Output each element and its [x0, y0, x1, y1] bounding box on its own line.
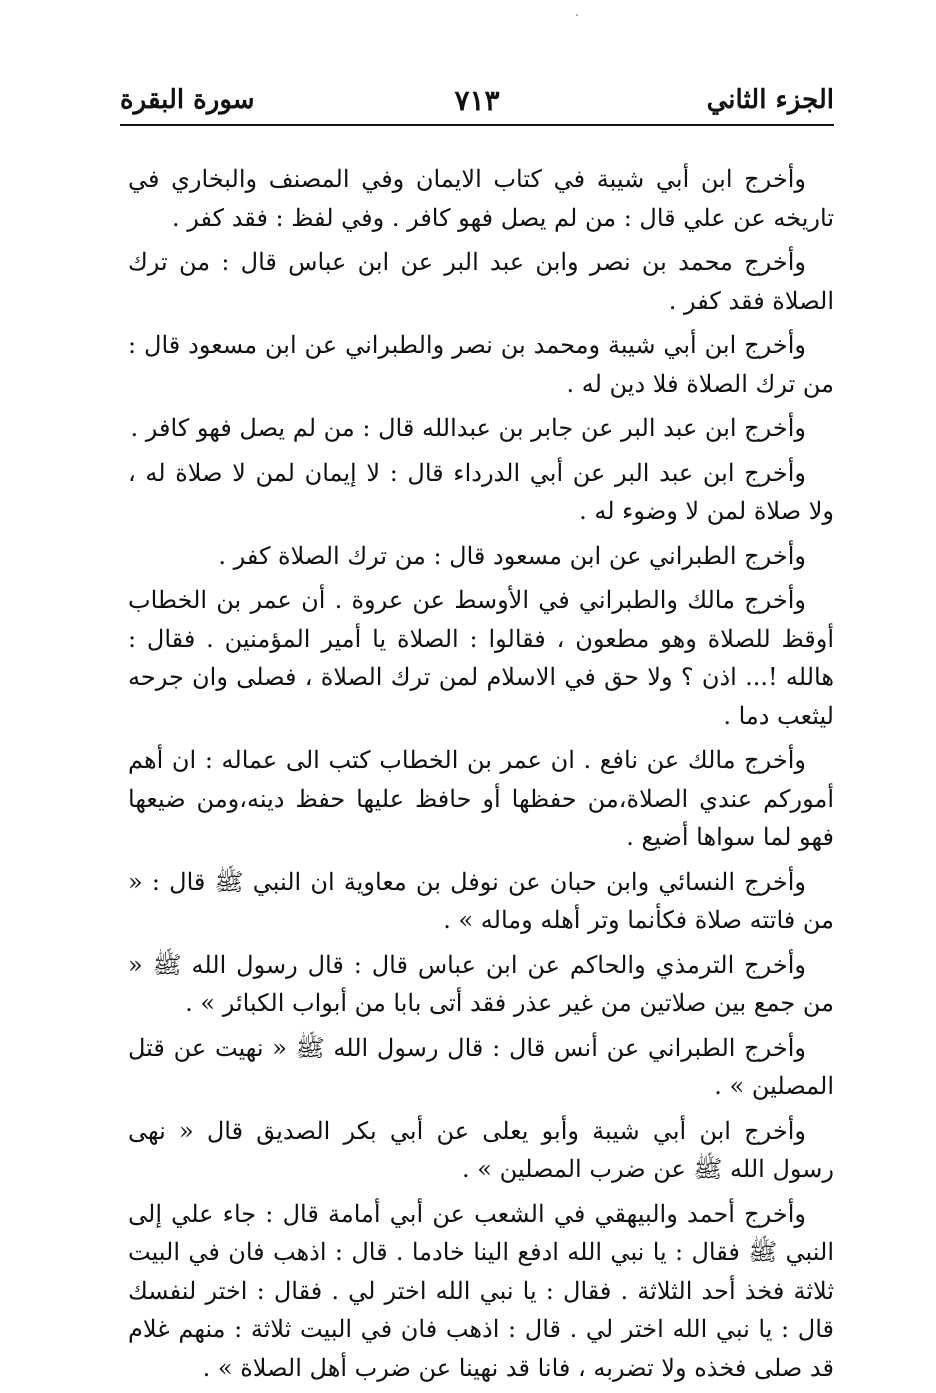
header-part: الجزء الثاني: [706, 85, 834, 115]
paragraph: وأخرج الترمذي والحاكم عن ابن عباس قال : قال رسول الله ﷺ « من جمع بين صلاتين من غير عذر فقد أتى بابا من أبواب الكبائر » .: [128, 950, 834, 1017]
paragraph: وأخرج الطبراني عن أنس قال : قال رسول الله ﷺ « نهيت عن قتل المصلين » .: [128, 1033, 834, 1100]
paragraph: وأخرج مالك والطبراني في الأوسط عن عروة . أن عمر بن الخطاب أوقظ للصلاة وهو مطعون ، فقالوا : الصلاة يا أمير المؤمنين . فقال : هالله !... اذن ؟ ولا حق في الاسلام لمن ترك الصلاة ، فصلى وان جرحه ليثعب دما .: [128, 586, 834, 730]
paragraph: وأخرج ابن عبد البر عن أبي الدرداء قال : لا إيمان لمن لا صلاة له ، ولا صلاة لمن لا وضوء له .: [128, 458, 834, 525]
paragraph: وأخرج ابن أبي شيبة ومحمد بن نصر والطبراني عن ابن مسعود قال : من ترك الصلاة فلا دين له .: [128, 331, 834, 398]
paragraph: وأخرج مالك عن نافع . ان عمر بن الخطاب كتب الى عماله : ان أهم أموركم عندي الصلاة،من حفظها أو حافظ عليها حفظ دينه،ومن ضيعها فهو لما سواها أضيع .: [128, 746, 834, 851]
paragraph: وأخرج النسائي وابن حبان عن نوفل بن معاوية ان النبي ﷺ قال : « من فاتته صلاة فكأنما وتر أهله وماله » .: [128, 867, 834, 934]
paragraph: وأخرج ابن أبي شيبة وأبو يعلى عن أبي بكر الصديق قال « نهى رسول الله ﷺ عن ضرب المصلين » .: [128, 1116, 834, 1183]
header-surah: سورة البقرة: [120, 85, 255, 115]
page-header: [120, 78, 834, 122]
page-body: [128, 160, 834, 1393]
paragraph: وأخرج ابن أبي شيبة في كتاب الايمان وفي المصنف والبخاري في تاريخه عن علي قال : من لم يصل فهو كافر . وفي لفظ : فقد كفر .: [128, 165, 834, 232]
paragraph: وأخرج ابن عبد البر عن جابر بن عبدالله قال : من لم يصل فهو كافر .: [130, 414, 806, 442]
header-rule: [120, 124, 834, 126]
scan-speck: [576, 14, 578, 16]
page-number: ٧١٣: [454, 83, 500, 117]
paragraph: وأخرج أحمد والبيهقي في الشعب عن أبي أمامة قال : جاء علي إلى النبي ﷺ فقال : يا نبي الله ادفع الينا خادما . قال : اذهب فان في البيت ثلاثة فخذ أحد الثلاثة . فقال : يا نبي الله اختر لي . فقال : اختر لنفسك قال : يا نبي الله اختر لي . قال : اذهب فان في البيت ثلاثة : منهم غلام قد صلى فخذه ولا تضربه ، فانا قد نهينا عن ضرب أهل الصلاة » .: [128, 1199, 834, 1382]
paragraph: وأخرج محمد بن نصر وابن عبد البر عن ابن عباس قال : من ترك الصلاة فقد كفر .: [128, 248, 834, 315]
paragraph: وأخرج الطبراني عن ابن مسعود قال : من ترك الصلاة كفر .: [218, 541, 806, 570]
